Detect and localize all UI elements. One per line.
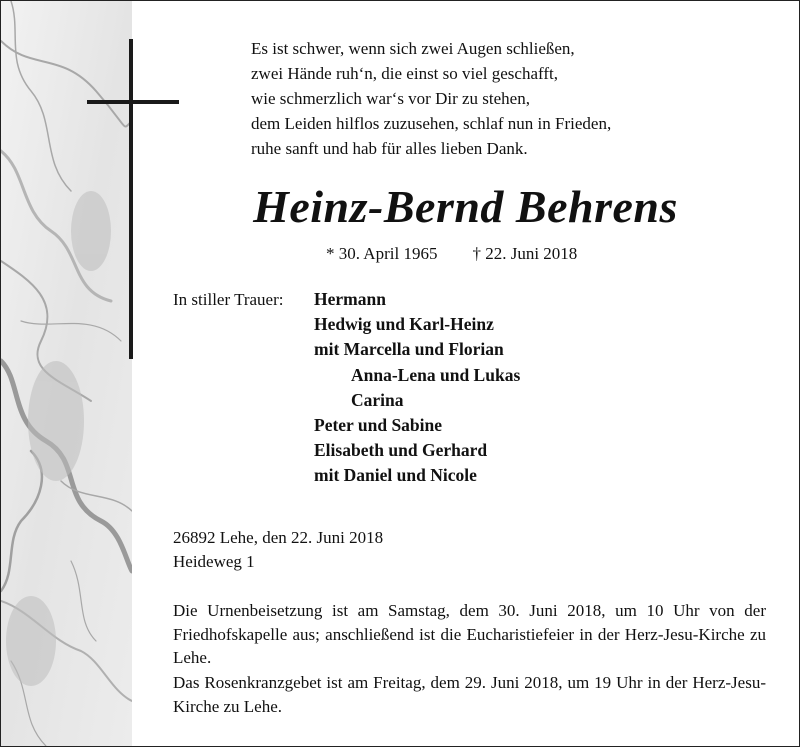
rosary-notice: Das Rosenkranzgebet ist am Freitag, dem 29. Juni 2018, um 19 Uhr in der Herz-Jesu-Kirche zu Lehe.: [173, 673, 766, 716]
mourner-name: Hermann: [314, 289, 386, 309]
death-date: † 22. Juni 2018: [472, 244, 578, 263]
poem-line: dem Leiden hilflos zuzusehen, schlaf nun in Frieden,: [251, 114, 612, 133]
memorial-poem: [251, 36, 721, 161]
poem-line: zwei Hände ruh‘n, die einst so viel geschafft,: [251, 64, 559, 83]
mourner-name: mit Daniel und Nicole: [314, 465, 477, 486]
mourner-name: Carina: [351, 389, 404, 410]
burial-notice: Die Urnenbeisetzung ist am Samstag, dem 30. Juni 2018, um 10 Uhr von der Friedhofskapelle aus; anschließend ist die Eucharistiefeier in der Herz-Jesu-Kirche zu Lehe.: [173, 601, 766, 667]
mourner-name: Peter und Sabine: [314, 415, 443, 436]
street: Heideweg 1: [173, 552, 255, 571]
address-block: [173, 526, 383, 574]
mourning-label: In stiller Trauer:: [173, 290, 284, 309]
poem-line: Es ist schwer, wenn sich zwei Augen schließen,: [251, 39, 575, 58]
mourner-name: Anna-Lena und Lukas: [351, 364, 521, 385]
birth-date: * 30. April 1965: [326, 244, 438, 263]
mourner-name: Elisabeth und Gerhard: [314, 440, 488, 461]
mourner-name: mit Marcella und Florian: [314, 339, 504, 360]
place-date: 26892 Lehe, den 22. Juni 2018: [173, 528, 384, 547]
poem-line: wie schmerzlich war‘s vor Dir zu stehen,: [251, 89, 530, 108]
cross-horizontal-bar: [87, 100, 179, 104]
mourners-list: [314, 287, 520, 489]
mourner-name: Hedwig und Karl-Heinz: [314, 314, 494, 335]
deceased-name: Heinz-Bernd Behrens: [253, 181, 678, 232]
poem-line: ruhe sanft und hab für alles lieben Dank.: [251, 139, 528, 158]
life-dates: [326, 243, 577, 265]
